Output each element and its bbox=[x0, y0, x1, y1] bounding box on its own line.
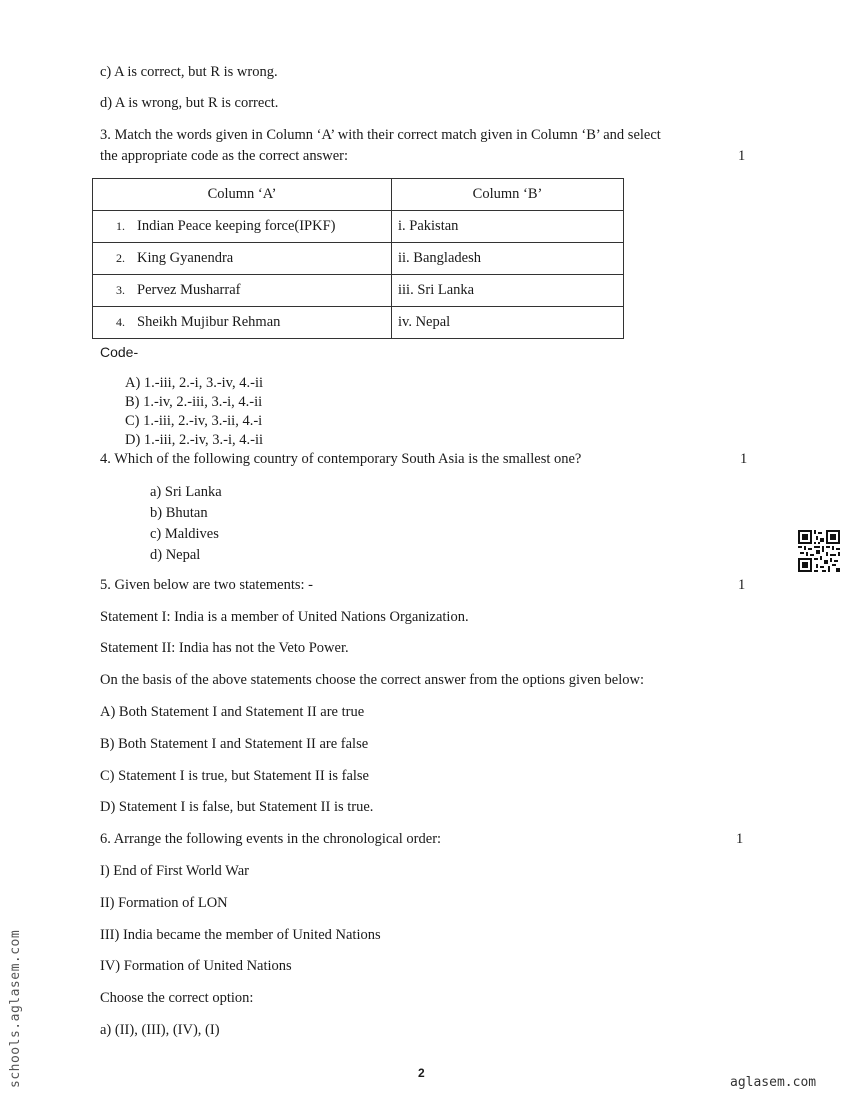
q5-instruction: On the basis of the above statements choose the correct answer from the options given below: bbox=[100, 672, 644, 688]
side-watermark: schools.aglasem.com bbox=[8, 929, 23, 1088]
q5-question: 5. Given below are two statements: - bbox=[100, 577, 314, 593]
qr-code-icon bbox=[798, 530, 840, 572]
q5-option-a: A) Both Statement I and Statement II are true bbox=[100, 704, 365, 720]
q5-marks: 1 bbox=[738, 577, 746, 593]
column-a-text: King Gyanendra bbox=[137, 250, 234, 266]
q4-option-d: d) Nepal bbox=[150, 547, 201, 563]
table-row bbox=[93, 211, 624, 243]
q4-option-c: c) Maldives bbox=[150, 526, 219, 542]
q6-event-4: IV) Formation of United Nations bbox=[100, 958, 292, 974]
table-row bbox=[93, 275, 624, 307]
column-a-text: Indian Peace keeping force(IPKF) bbox=[137, 218, 336, 234]
q4-option-a: a) Sri Lanka bbox=[150, 484, 222, 500]
column-a-cell bbox=[93, 243, 392, 275]
table-row bbox=[93, 243, 624, 275]
column-b-cell: iii. Sri Lanka bbox=[392, 275, 624, 307]
row-number: 4. bbox=[116, 315, 125, 329]
match-table bbox=[92, 178, 624, 339]
q4-question: 4. Which of the following country of contemporary South Asia is the smallest one? bbox=[100, 451, 582, 467]
q6-question: 6. Arrange the following events in the chronological order: bbox=[100, 831, 442, 847]
q3-marks: 1 bbox=[738, 148, 746, 164]
q6-event-3: III) India became the member of United Nations bbox=[100, 927, 381, 943]
q6-event-1: I) End of First World War bbox=[100, 863, 249, 879]
code-option-c: C) 1.-iii, 2.-iv, 3.-ii, 4.-i bbox=[125, 413, 263, 429]
q5-statement-2: Statement II: India has not the Veto Power. bbox=[100, 640, 349, 656]
q5-option-c: C) Statement I is true, but Statement II is false bbox=[100, 768, 369, 784]
corner-watermark: aglasem.com bbox=[730, 1075, 817, 1090]
code-option-d: D) 1.-iii, 2.-iv, 3.-i, 4.-ii bbox=[125, 432, 263, 448]
column-a-cell bbox=[93, 275, 392, 307]
code-option-a: A) 1.-iii, 2.-i, 3.-iv, 4.-ii bbox=[125, 375, 263, 391]
q6-event-2: II) Formation of LON bbox=[100, 895, 228, 911]
q2-option-c: c) A is correct, but R is wrong. bbox=[100, 64, 278, 80]
row-number: 1. bbox=[116, 219, 125, 233]
q5-option-d: D) Statement I is false, but Statement II is true. bbox=[100, 799, 374, 815]
q6-marks: 1 bbox=[736, 831, 744, 847]
column-a-header: Column ‘A’ bbox=[93, 179, 392, 211]
row-number: 3. bbox=[116, 283, 125, 297]
q4-option-b: b) Bhutan bbox=[150, 505, 208, 521]
column-a-cell bbox=[93, 211, 392, 243]
q6-option-a: a) (II), (III), (IV), (I) bbox=[100, 1022, 220, 1038]
q2-option-d: d) A is wrong, but R is correct. bbox=[100, 95, 279, 111]
q4-options bbox=[150, 482, 222, 566]
column-a-text: Sheikh Mujibur Rehman bbox=[137, 314, 281, 330]
q4-marks: 1 bbox=[740, 451, 748, 467]
page-number: 2 bbox=[418, 1066, 425, 1080]
q5-option-b: B) Both Statement I and Statement II are false bbox=[100, 736, 369, 752]
code-label: Code- bbox=[100, 344, 139, 360]
code-options bbox=[125, 374, 263, 450]
column-b-cell: ii. Bangladesh bbox=[392, 243, 624, 275]
column-b-cell: iv. Nepal bbox=[392, 307, 624, 339]
column-a-cell bbox=[93, 307, 392, 339]
column-b-header: Column ‘B’ bbox=[392, 179, 624, 211]
column-a-text: Pervez Musharraf bbox=[137, 282, 241, 298]
q3-question-line2: the appropriate code as the correct answer: bbox=[100, 148, 348, 164]
q6-choose-label: Choose the correct option: bbox=[100, 990, 254, 1006]
code-option-b: B) 1.-iv, 2.-iii, 3.-i, 4.-ii bbox=[125, 394, 263, 410]
match-table-header bbox=[93, 179, 624, 211]
q3-question-line1: 3. Match the words given in Column ‘A’ with their correct match given in Column ‘B’ and select bbox=[100, 127, 661, 143]
table-row bbox=[93, 307, 624, 339]
column-b-cell: i. Pakistan bbox=[392, 211, 624, 243]
row-number: 2. bbox=[116, 251, 125, 265]
q5-statement-1: Statement I: India is a member of United Nations Organization. bbox=[100, 609, 469, 625]
